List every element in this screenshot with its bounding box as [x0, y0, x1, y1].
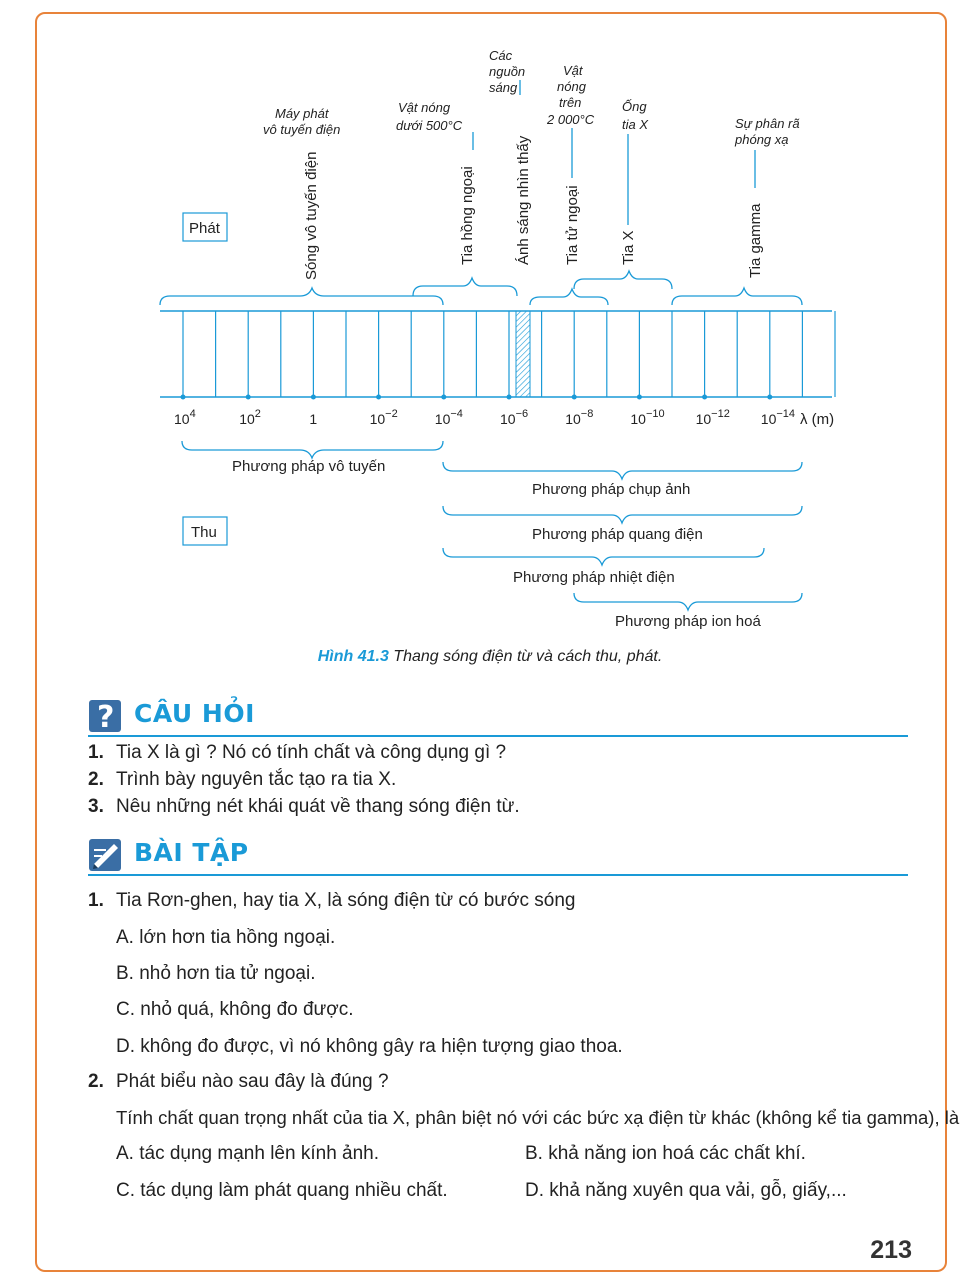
exercise-option: B. khả năng ion hoá các chất khí.	[525, 1143, 806, 1164]
visible-band-hatch	[516, 311, 530, 397]
scale-dot	[441, 395, 446, 400]
method-thermoelectric: Phương pháp nhiệt điện	[513, 569, 675, 586]
scale-label: $10^4$	[174, 408, 196, 427]
scale-dot	[181, 395, 186, 400]
exercises-header	[88, 836, 908, 876]
band-gamma-label: Tia gamma	[747, 203, 764, 278]
scale-dot	[637, 395, 642, 400]
radio-source-label: Máy phát	[275, 106, 329, 121]
exercise-option: C. tác dụng làm phát quang nhiều chất.	[116, 1180, 448, 1201]
exercise-option: D. khả năng xuyên qua vải, gỗ, giấy,...	[525, 1180, 847, 1201]
band-infrared-label: Tia hồng ngoại	[459, 166, 476, 265]
ir-source-label: Vật nóng	[398, 100, 451, 115]
band-ultraviolet-label: Tia tử ngoại	[564, 185, 581, 265]
light-source-label-2: nguồn	[489, 64, 526, 79]
radio-source-label-2: vô tuyến điện	[263, 122, 341, 137]
unit-label: λ (m)	[800, 411, 835, 428]
method-photo: Phương pháp chụp ảnh	[532, 481, 691, 498]
scale-label: $10^{-2}$	[369, 408, 398, 427]
scale-label: $10^{-12}$	[695, 408, 730, 427]
questions-header	[88, 697, 908, 737]
scale-label: $10^{-4}$	[434, 408, 463, 427]
gamma-source-label: Sự phân rã	[735, 116, 800, 131]
uv-source-label-3: trên	[559, 95, 582, 110]
caption-text: Thang sóng điện từ và cách thu, phát.	[388, 648, 663, 665]
exercise-statement: Tính chất quan trọng nhất của tia X, phân biệt nó với các bức xạ điện từ khác (không kể tia gamma), là	[116, 1107, 960, 1128]
scale-label: 1	[309, 411, 318, 427]
exercises-title: BÀI TẬP	[134, 838, 249, 867]
receive-box-label: Thu	[191, 524, 217, 541]
method-ionization: Phương pháp ion hoá	[615, 613, 761, 630]
question-icon	[88, 697, 124, 733]
uv-source-label-2: nóng	[557, 79, 586, 94]
method-photoelectric: Phương pháp quang điện	[532, 526, 703, 543]
band-xray-label: Tia X	[620, 230, 637, 265]
uv-source-label: Vật	[563, 63, 583, 78]
figure-caption	[0, 648, 980, 666]
xray-source-label: Ống	[622, 99, 647, 114]
scale-dot	[702, 395, 707, 400]
ir-source-label-2: dưới 500°C	[396, 118, 463, 133]
light-source-label-3: sáng	[489, 80, 518, 95]
method-radio: Phương pháp vô tuyến	[232, 458, 386, 475]
scale-label: $10^{-10}$	[630, 408, 665, 427]
band-radio-label: Sóng vô tuyến điện	[303, 151, 320, 280]
light-source-label: Các	[489, 48, 513, 63]
scale-label: $10^{-14}$	[760, 408, 796, 427]
band-visible-label: Ánh sáng nhìn thấy	[515, 135, 532, 265]
exercise-option: D. không đo được, vì nó không gây ra hiện tượng giao thoa.	[116, 1036, 623, 1057]
exercise-option: A. lớn hơn tia hồng ngoại.	[116, 927, 336, 948]
scale-dot	[767, 395, 772, 400]
scale-label: $10^{-6}$	[500, 408, 529, 427]
emit-box-label: Phát	[189, 220, 220, 237]
scale-dot	[311, 395, 316, 400]
questions-title: CÂU HỎI	[134, 699, 255, 728]
exercise-option: B. nhỏ hơn tia tử ngoại.	[116, 963, 316, 984]
scale-label: $10^{-8}$	[565, 408, 594, 427]
scale-dot	[507, 395, 512, 400]
exercise-option: A. tác dụng mạnh lên kính ảnh.	[116, 1143, 380, 1164]
svg-text:?: ?	[97, 700, 115, 733]
scale-dot	[376, 395, 381, 400]
uv-source-label-4: 2 000°C	[547, 112, 595, 127]
scale-label: $10^2$	[239, 408, 261, 427]
xray-source-label-2: tia X	[622, 117, 649, 132]
page-number: 213	[870, 1236, 912, 1264]
caption-number: Hình 41.3	[317, 648, 389, 665]
pencil-notebook-icon	[88, 836, 124, 872]
scale-dot	[572, 395, 577, 400]
exercise-option: C. nhỏ quá, không đo được.	[116, 999, 354, 1020]
gamma-source-label-2: phóng xạ	[735, 132, 789, 147]
scale-dot	[246, 395, 251, 400]
